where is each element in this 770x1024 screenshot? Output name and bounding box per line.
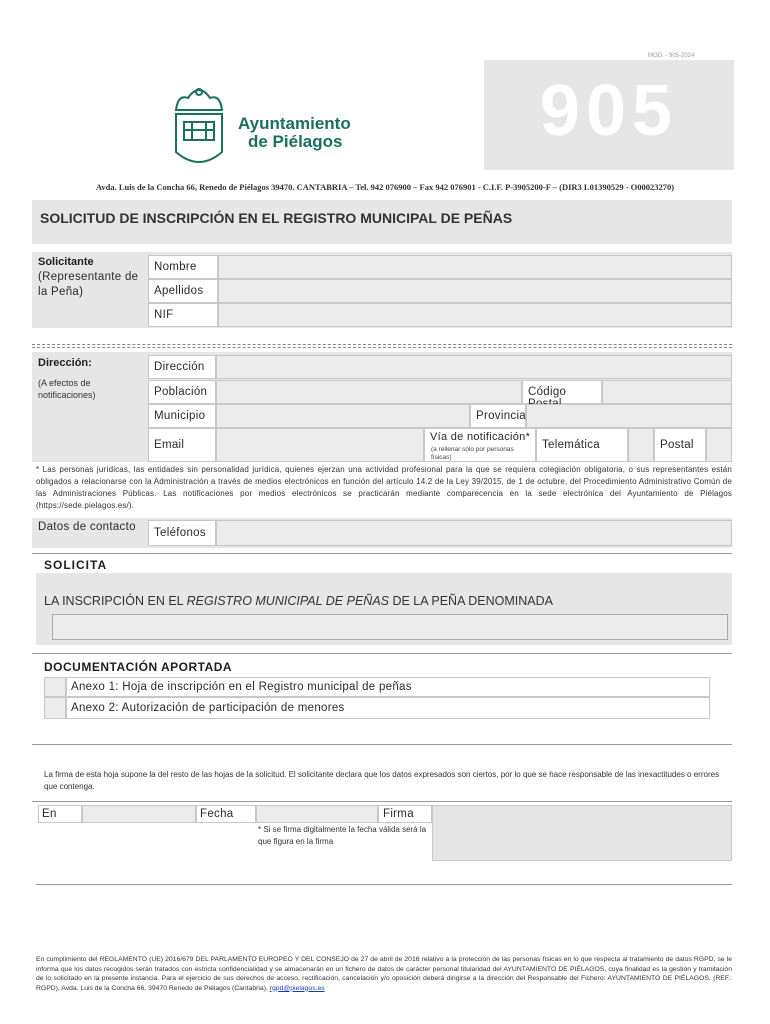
email-label: Email — [154, 439, 185, 451]
direccion-label: Dirección — [154, 361, 205, 373]
divider — [36, 884, 732, 885]
telefonos-label: Teléfonos — [154, 527, 206, 539]
municipio-input[interactable] — [216, 404, 470, 428]
municipio-label-cell — [148, 404, 216, 428]
postal-label: Postal — [660, 439, 694, 451]
anexo1-row — [66, 677, 710, 697]
anexo2-checkbox[interactable] — [44, 697, 66, 719]
anexo2-label: Anexo 2: Autorización de participación de menores — [71, 702, 345, 714]
nif-label-cell — [148, 303, 218, 327]
legal-note: * Las personas jurídicas, las entidades sin personalidad jurídica, quienes ejerzan una actividad profesional para la que se requiera colegiación obligatoria, o sus representantes están obligados a relacionarse con la Administración a través de medios electrónicos en función del artículo 14.2 de la Ley 39/2015, de 1 de octubre, del Procedimiento Administrativo Común de las Administraciones Públicas. Las notificaciones por medios electrónicos se practicarán mediante comparecencia en la sede electrónica del Ayuntamiento de Piélagos (https://sede.pielagos.es/). — [36, 465, 732, 510]
direccion-sub: (A efectos de notificaciones) — [38, 378, 96, 400]
divider — [32, 653, 732, 654]
nombre-label-cell — [148, 255, 218, 279]
postal-cell — [654, 428, 706, 462]
direccion-heading: Dirección: — [38, 357, 92, 369]
divider — [32, 801, 732, 802]
brand-line2: de Piélagos — [248, 132, 343, 151]
divider — [32, 744, 732, 745]
via-notificacion-cell — [424, 428, 536, 462]
apellidos-label-cell — [148, 279, 218, 303]
anexo1-label: Anexo 1: Hoja de inscripción en el Registro municipal de peñas — [71, 681, 412, 693]
codigo-postal-label-cell — [522, 380, 602, 404]
form-number: 905 — [539, 71, 679, 151]
pena-name-input[interactable] — [52, 614, 728, 640]
provincia-label: Provincia — [476, 410, 526, 422]
municipio-label: Municipio — [154, 410, 206, 422]
divider — [32, 347, 732, 348]
poblacion-input[interactable] — [216, 380, 522, 404]
firma-statement: La firma de esta hoja supone la del resto de las hojas de la solicitud. El solicitante declara que los datos expresados son ciertos, por lo que se hace responsable de las inexactitudes o errores que contenga. — [44, 770, 720, 791]
contacto-label: Datos de contacto — [38, 521, 136, 533]
divider — [32, 344, 732, 345]
rgpd-footer — [36, 955, 732, 993]
telefonos-input[interactable] — [216, 520, 732, 546]
telematica-label: Telemática — [542, 439, 600, 451]
anexo2-row — [66, 697, 710, 719]
divider — [32, 553, 732, 554]
solicita-heading: SOLICITA — [44, 558, 108, 572]
nombre-input[interactable] — [218, 255, 732, 279]
address-line: Avda. Luis de la Concha 66, Renedo de Piélagos 39470. CANTABRIA – Tel. 942 076900 – Fax 942 076901 - C.I.F. P-3905200-F – (DIR3 L01390529 - O00023270) — [95, 182, 675, 192]
anexo1-checkbox[interactable] — [44, 677, 66, 697]
nif-input[interactable] — [218, 303, 732, 327]
en-label-cell — [38, 805, 82, 823]
poblacion-label: Población — [154, 386, 208, 398]
rgpd-text: En cumplimiento del REGLAMENTO (UE) 2016/679 DEL PARLAMENTO EUROPEO Y DEL CONSEJO de 27 de abril de 2016 relativo a la protección de las personas físicas en lo que respecta al tratamiento de datos RGPD, se le informa que los datos recogidos serán tratados con estricta confidencialidad y se almacenarán en un fichero de datos de carácter personal titularidad del AYUNTAMIENTO DE PIÉLAGOS, cuya finalidad es la gestión y tramitación de lo solicitado en la presente instancia. Para el ejercicio de sus derechos de acceso, rectificación, cancelación y/o oposición deberá dirigirse a la dirección del Responsable del Fichero: AYUNTAMIENTO DE PIÉLAGOS, (REF.: RGPD), Avda. Luis de la Concha 66, 39470 Renedo de Piélagos (Cantabria). — [36, 956, 732, 992]
page-title: SOLICITUD DE INSCRIPCIÓN EN EL REGISTRO MUNICIPAL DE PEÑAS — [40, 210, 513, 226]
brand-line1: Ayuntamiento — [238, 114, 351, 133]
codigo-postal-input[interactable] — [602, 380, 732, 404]
solicita-text-italic: REGISTRO MUNICIPAL DE PEÑAS — [186, 594, 389, 608]
doc-code: MOD. - 905-2024 — [648, 53, 695, 59]
email-input[interactable] — [216, 428, 424, 462]
firma-note: * Si se firma digitalmente la fecha válida será la que figura en la firma — [258, 825, 427, 846]
via-notificacion-note: (a rellenar sólo por personas físicas) — [431, 446, 514, 461]
nombre-label: Nombre — [154, 261, 197, 273]
direccion-input[interactable] — [216, 355, 732, 379]
postal-checkbox[interactable] — [706, 428, 732, 462]
email-label-cell — [148, 428, 216, 462]
codigo-postal-label: Código — [528, 386, 567, 398]
solicita-text-before: LA INSCRIPCIÓN EN EL — [44, 594, 187, 608]
provincia-label-cell — [470, 404, 526, 428]
provincia-input[interactable] — [526, 404, 732, 428]
en-input[interactable] — [82, 805, 196, 823]
solicitante-heading: Solicitante — [38, 256, 94, 268]
en-label: En — [42, 808, 57, 820]
telefonos-label-cell — [148, 520, 216, 546]
firma-label-cell — [378, 805, 432, 823]
solicita-text-after: DE LA PEÑA DENOMINADA — [389, 594, 553, 608]
municipal-logo — [168, 80, 230, 170]
rgpd-email-link[interactable]: rgpd@pielagos.es — [269, 984, 325, 992]
firma-label: Firma — [383, 808, 414, 820]
solicitante-sub: (Representante de la Peña) — [38, 271, 139, 298]
fecha-label: Fecha — [200, 808, 234, 820]
telematica-cell — [536, 428, 628, 462]
poblacion-label-cell — [148, 380, 216, 404]
solicita-text — [44, 594, 553, 608]
firma-box[interactable] — [432, 805, 732, 861]
apellidos-input[interactable] — [218, 279, 732, 303]
fecha-label-cell — [196, 805, 256, 823]
direccion-label-cell — [148, 355, 216, 379]
via-notificacion-label: Vía de notificación* — [430, 431, 531, 443]
documentacion-heading: DOCUMENTACIÓN APORTADA — [44, 660, 233, 674]
fecha-input[interactable] — [256, 805, 378, 823]
nif-label: NIF — [154, 309, 174, 321]
apellidos-label: Apellidos — [154, 285, 204, 297]
telematica-checkbox[interactable] — [628, 428, 654, 462]
